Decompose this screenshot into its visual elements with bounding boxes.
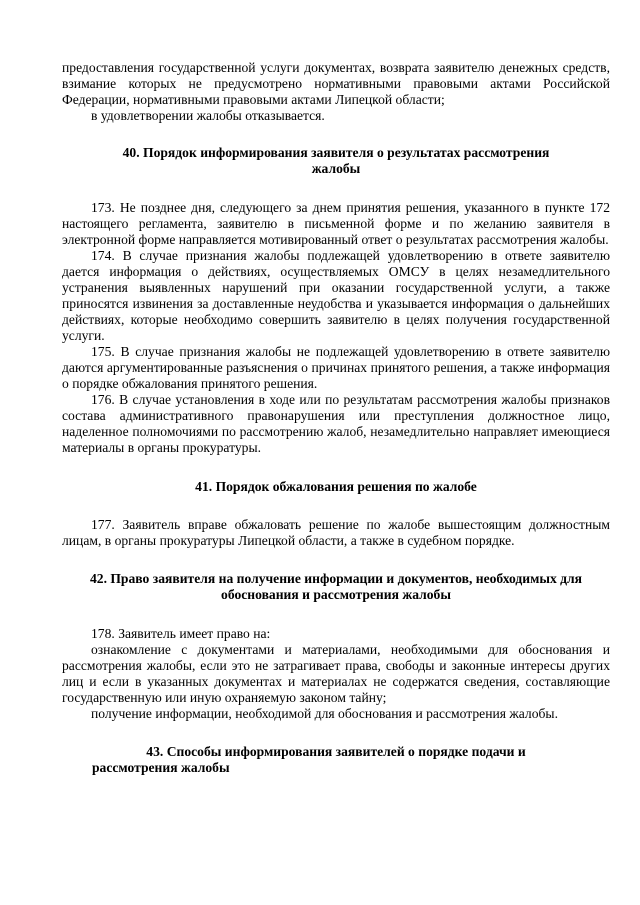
section-heading-41: 41. Порядок обжалования решения по жалобе	[195, 479, 477, 494]
paragraph-176: 176. В случае установления в ходе или по результатам рассмотрения жалобы признаков состава административного правонарушения или преступления должностное лицо, наделенное полномочиями по рассмотрению жалоб, незамедлительно направляет имеющиеся материалы в органы прокуратуры.	[62, 392, 610, 455]
paragraph-174: 174. В случае признания жалобы подлежащей удовлетворению в ответе заявителю дается информация о действиях, осуществляемых ОМСУ в целях незамедлительного устранения выявленных нарушений при оказании государственной услуги, а также приносятся извинения за доставленные неудобства и указывается информация о дальнейших действиях, которые необходимо совершить заявителю в целях получения государственной услуги.	[62, 248, 610, 343]
intro-paragraph: в удовлетворении жалобы отказывается.	[91, 108, 325, 123]
paragraph-178: 178. Заявитель имеет право на:	[91, 626, 271, 641]
paragraph-178-item: получение информации, необходимой для обоснования и рассмотрения жалобы.	[91, 706, 558, 721]
section-heading-43	[62, 744, 610, 776]
section-heading-43-line1: 43. Способы информирования заявителей о порядке подачи и	[146, 744, 526, 759]
document-body	[62, 60, 610, 776]
intro-paragraph: предоставления государственной услуги документах, возврата заявителю денежных средств, взимание которых не предусмотрено нормативными правовыми актами Российской Федерации, нормативными правовыми актами Липецкой области;	[62, 60, 610, 107]
paragraph-175: 175. В случае признания жалобы не подлежащей удовлетворению в ответе заявителю даются аргументированные разъяснения о причинах принятого решения, а также информация о порядке обжалования принятого решения.	[62, 344, 610, 391]
paragraph-177: 177. Заявитель вправе обжаловать решение по жалобе вышестоящим должностным лицам, в органы прокуратуры Липецкой области, а также в судебном порядке.	[62, 517, 610, 548]
section-heading-43-line2: рассмотрения жалобы	[92, 760, 230, 775]
section-heading-42: 42. Право заявителя на получение информации и документов, необходимых для обоснования и рассмотрения жалобы	[89, 571, 583, 602]
paragraph-173: 173. Не позднее дня, следующего за днем принятия решения, указанного в пункте 172 настоящего регламента, заявителю в письменной форме и по желанию заявителя в электронной форме направляется мотивированный ответ о результатах рассмотрения жалобы.	[62, 200, 610, 247]
section-heading-40: 40. Порядок информирования заявителя о результатах рассмотрения жалобы	[122, 145, 550, 176]
paragraph-178-item: ознакомление с документами и материалами, необходимыми для обоснования и рассмотрения жалобы, если это не затрагивает права, свободы и законные интересы других лиц и если в указанных документах и материалах не содержатся сведения, составляющие государственную или иную охраняемую законом тайну;	[62, 642, 610, 705]
